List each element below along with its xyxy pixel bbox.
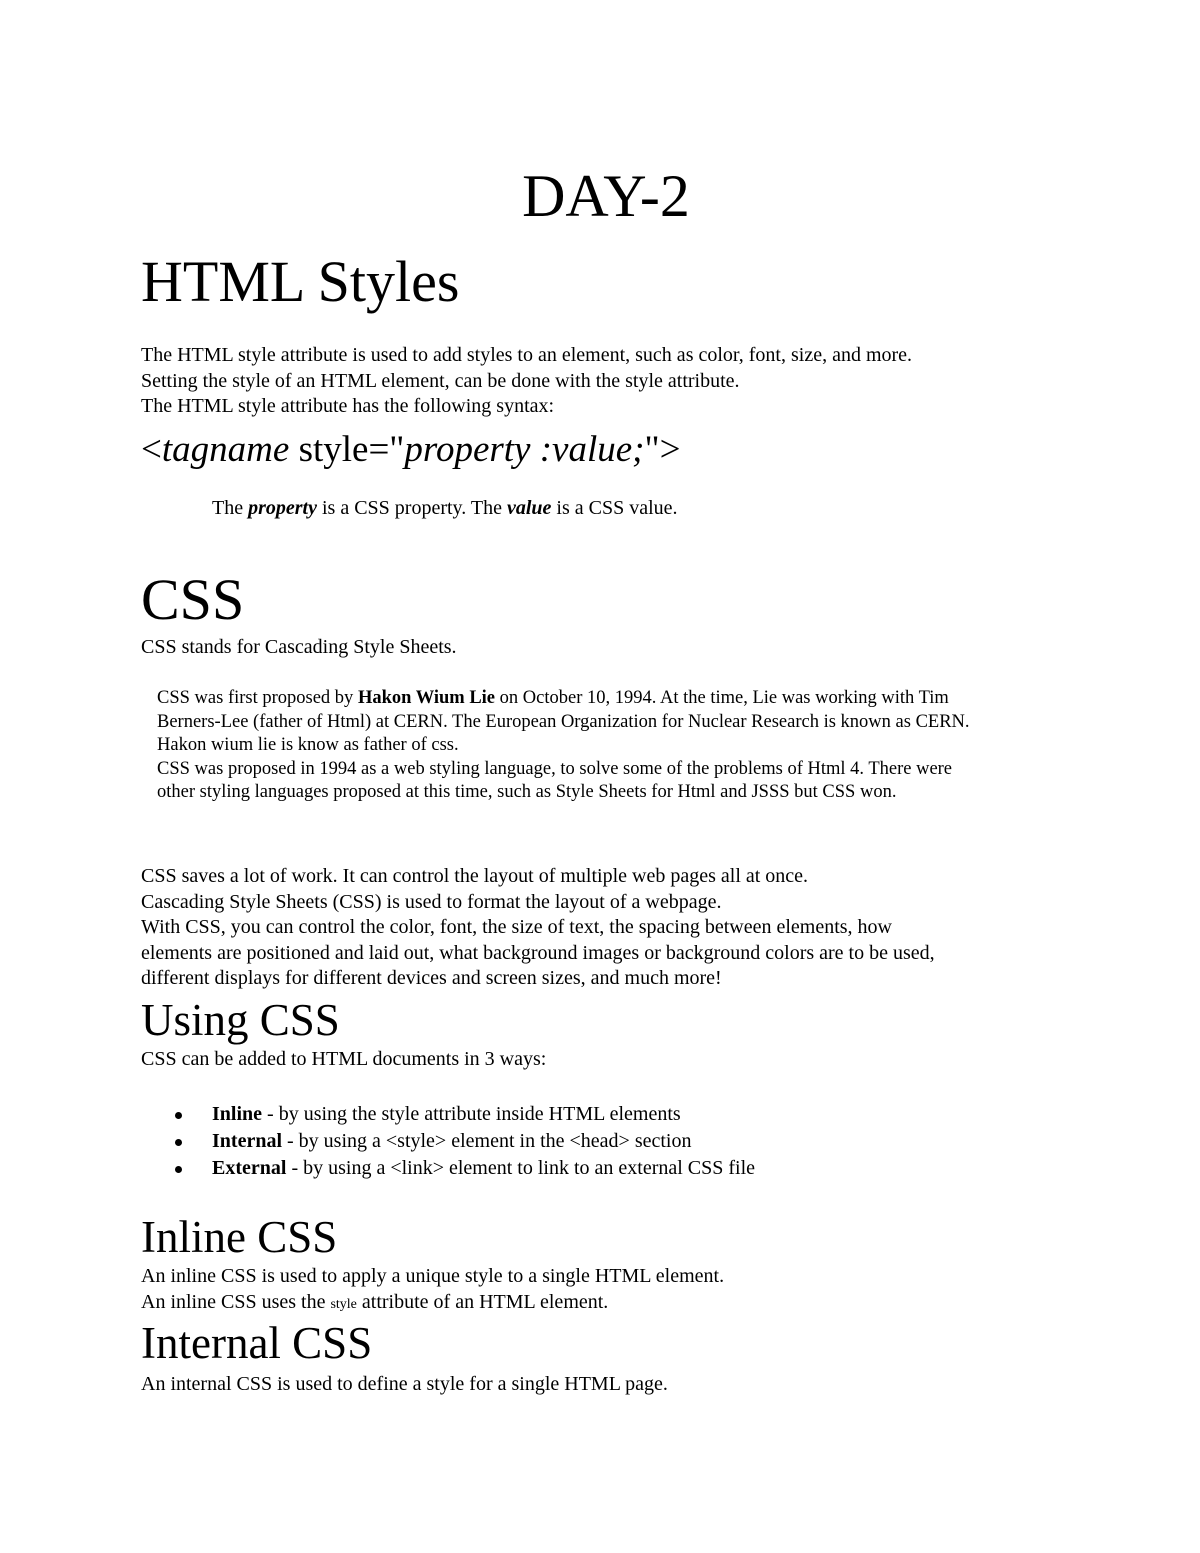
bullet-icon xyxy=(175,1139,182,1146)
day-title: DAY-2 xyxy=(522,163,690,229)
using-css-intro xyxy=(141,1047,1141,1073)
way-name: External xyxy=(212,1157,287,1179)
inline-css-line xyxy=(141,1290,1141,1318)
note-the: The xyxy=(212,497,249,519)
inline-css-line: An inline CSS is used to apply a unique style to a single HTML element. xyxy=(141,1265,725,1287)
syntax-open: < xyxy=(141,429,162,470)
history-line: other styling languages proposed at this time, such as Style Sheets for Html and JSSS but CSS won. xyxy=(157,782,897,802)
style-syntax xyxy=(141,428,680,472)
history-author: Hakon Wium Lie xyxy=(357,688,496,708)
inline-css-line2-a: An inline CSS uses the xyxy=(141,1290,331,1313)
bullet-icon xyxy=(175,1166,182,1173)
list-item xyxy=(171,1155,755,1182)
html-styles-heading: HTML Styles xyxy=(141,249,460,314)
inline-css-body xyxy=(141,1264,1141,1317)
syntax-style-eq: style=" xyxy=(289,429,405,470)
way-name: Internal xyxy=(212,1130,282,1152)
css-benefits xyxy=(141,864,1141,992)
way-name: Inline xyxy=(212,1103,263,1125)
way-desc: - by using a <style> element in the <head> section xyxy=(282,1130,692,1152)
history-line: Hakon wium lie is know as father of css. xyxy=(157,735,459,755)
css-history xyxy=(157,687,1077,805)
benefits-line: Cascading Style Sheets (CSS) is used to format the layout of a webpage. xyxy=(141,890,722,913)
using-css-heading: Using CSS xyxy=(141,995,340,1045)
benefits-line: elements are positioned and laid out, what background images or background colors are to be used, xyxy=(141,941,935,964)
property-value-note xyxy=(212,496,678,520)
html-styles-line: The HTML style attribute is used to add styles to an element, such as color, font, size, and more. xyxy=(141,344,913,366)
inline-css-line2-b: attribute of an HTML element. xyxy=(356,1290,609,1313)
note-mid: is a CSS property. The xyxy=(316,497,507,519)
inline-css-heading: Inline CSS xyxy=(141,1212,338,1262)
list-item xyxy=(171,1101,755,1128)
html-styles-line: The HTML style attribute has the following syntax: xyxy=(141,395,555,417)
style-code-word: style xyxy=(330,1296,357,1312)
history-line xyxy=(157,687,1077,711)
css-heading: CSS xyxy=(141,567,245,632)
way-desc: - by using a <link> element to link to an external CSS file xyxy=(286,1157,756,1179)
benefits-line: CSS saves a lot of work. It can control the layout of multiple web pages all at once. xyxy=(141,865,809,887)
syntax-tagname: tagname xyxy=(161,429,290,470)
css-intro xyxy=(141,635,1141,661)
history-line1-b: on October 10, 1994. At the time, Lie was working with Tim xyxy=(495,688,949,708)
benefits-line: With CSS, you can control the color, font, the size of text, the spacing between elements, how xyxy=(141,916,892,938)
html-styles-line: Setting the style of an HTML element, can be done with the style attribute. xyxy=(141,369,740,392)
note-value-word: value xyxy=(506,497,552,519)
history-line: Berners-Lee (father of Html) at CERN. The European Organization for Nuclear Research is known as CERN. xyxy=(157,711,970,732)
internal-css-heading: Internal CSS xyxy=(141,1318,373,1368)
syntax-property: property :value; xyxy=(404,429,645,470)
way-desc: - by using the style attribute inside HTML elements xyxy=(262,1103,681,1125)
internal-css-line: An internal CSS is used to define a style for a single HTML page. xyxy=(141,1373,668,1395)
using-css-intro-line: CSS can be added to HTML documents in 3 ways: xyxy=(141,1048,547,1070)
benefits-line: different displays for different devices and screen sizes, and much more! xyxy=(141,967,722,989)
list-item xyxy=(171,1128,755,1155)
note-property-word: property xyxy=(248,497,317,519)
syntax-close: "> xyxy=(644,429,681,470)
note-end: is a CSS value. xyxy=(551,497,678,519)
history-line: CSS was proposed in 1994 as a web styling language, to solve some of the problems of Html 4. There were xyxy=(157,758,953,779)
css-intro-line: CSS stands for Cascading Style Sheets. xyxy=(141,636,457,658)
css-ways-list xyxy=(171,1101,755,1182)
history-line1-a: CSS was first proposed by xyxy=(157,688,358,708)
html-styles-intro xyxy=(141,343,1141,420)
bullet-icon xyxy=(175,1112,182,1119)
internal-css-body xyxy=(141,1372,1141,1398)
